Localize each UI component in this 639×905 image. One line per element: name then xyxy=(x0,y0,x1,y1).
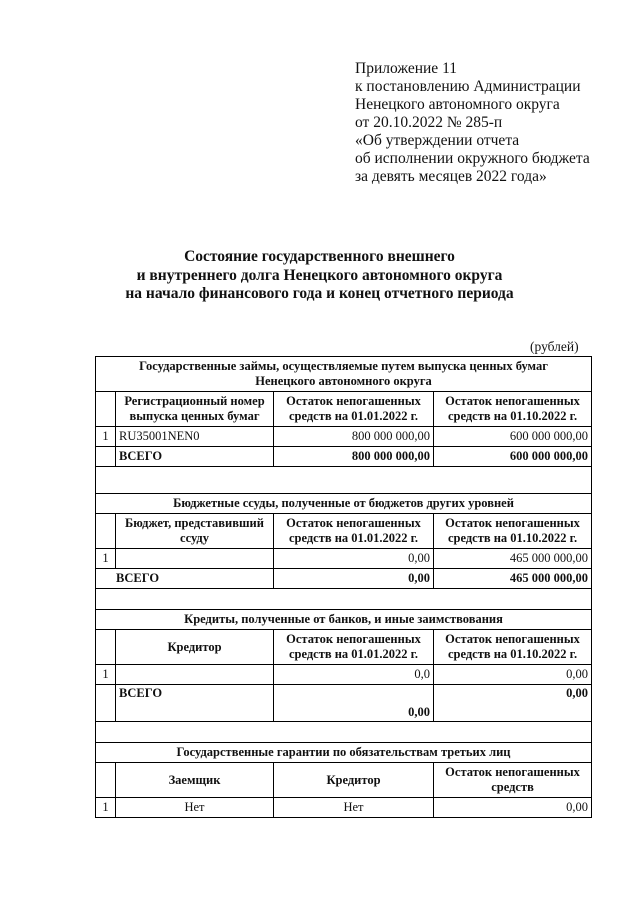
section-heading-guarantees xyxy=(96,743,592,763)
appendix-line: об исполнении окружного бюджета xyxy=(355,150,590,167)
total-end: 465 000 000,00 xyxy=(434,569,592,589)
total-row xyxy=(96,569,592,589)
securities-heading-line2: Ненецкого автономного округа xyxy=(255,374,432,388)
col-header-balance-end: Остаток непогашенных средств на 01.10.2022 г. xyxy=(434,514,592,549)
units-label: (рублей) xyxy=(530,339,579,354)
total-row xyxy=(96,685,592,722)
creditor-cell xyxy=(116,665,274,685)
creditor-cell: Нет xyxy=(274,798,434,818)
col-header-balance-start: Остаток непогашенных средств на 01.01.2022 г. xyxy=(274,392,434,427)
appendix-line: за девять месяцев 2022 года» xyxy=(355,168,547,185)
securities-heading-line1: Государственные займы, осуществляемые путем выпуска ценных бумаг xyxy=(139,359,548,373)
row-number: 1 xyxy=(96,549,116,569)
column-header-row xyxy=(96,392,592,427)
col-header-balance-end: Остаток непогашенных средств на 01.10.2022 г. xyxy=(434,630,592,665)
title-line: Состояние государственного внешнего xyxy=(184,248,455,265)
appendix-block xyxy=(355,60,625,186)
spacer-row xyxy=(96,589,592,610)
col-header-borrower: Заемщик xyxy=(116,763,274,798)
col-header-balance-end: Остаток непогашенных средств на 01.10.2022 г. xyxy=(434,392,592,427)
total-row xyxy=(96,447,592,467)
total-label: ВСЕГО xyxy=(96,569,274,589)
appendix-line: от 20.10.2022 № 285-п xyxy=(355,114,503,131)
balance-end-cell: 600 000 000,00 xyxy=(434,427,592,447)
total-start: 0,00 xyxy=(274,569,434,589)
budget-loans-heading: Бюджетные ссуды, полученные от бюджетов других уровней xyxy=(96,494,592,514)
title-line: и внутреннего долга Ненецкого автономного округа xyxy=(136,266,503,284)
appendix-line: «Об утверждении отчета xyxy=(355,132,520,149)
table-row xyxy=(96,798,592,818)
total-end: 0,00 xyxy=(434,685,592,722)
spacer-row xyxy=(96,467,592,494)
total-label: ВСЕГО xyxy=(116,447,274,467)
col-header-balance-start: Остаток непогашенных средств на 01.01.2022 г. xyxy=(274,630,434,665)
balance-end-cell: 465 000 000,00 xyxy=(434,549,592,569)
debt-table xyxy=(95,356,592,818)
appendix-line: Приложение 11 xyxy=(355,60,457,77)
appendix-line: Ненецкого автономного округа xyxy=(355,96,560,113)
column-header-row xyxy=(96,630,592,665)
row-number: 1 xyxy=(96,427,116,447)
spacer-row xyxy=(96,722,592,743)
total-label: ВСЕГО xyxy=(116,685,274,722)
col-header-balance: Остаток непогашенных средств xyxy=(434,763,592,798)
table-row xyxy=(96,665,592,685)
title-line: на начало финансового года и конец отчетного периода xyxy=(125,285,514,302)
balance-start-cell: 0,0 xyxy=(274,665,434,685)
borrower-cell: Нет xyxy=(116,798,274,818)
total-start: 0,00 xyxy=(274,685,434,722)
column-header-row xyxy=(96,763,592,798)
section-heading-budget-loans xyxy=(96,494,592,514)
col-header-creditor: Кредитор xyxy=(274,763,434,798)
reg-number-cell: RU35001NEN0 xyxy=(116,427,274,447)
total-end: 600 000 000,00 xyxy=(434,447,592,467)
table-row xyxy=(96,549,592,569)
col-header-balance-start: Остаток непогашенных средств на 01.01.2022 г. xyxy=(274,514,434,549)
col-header-reg-number: Регистрационный номер выпуска ценных бумаг xyxy=(116,392,274,427)
table-row xyxy=(96,427,592,447)
guarantees-heading: Государственные гарантии по обязательствам третьих лиц xyxy=(96,743,592,763)
section-heading-securities xyxy=(96,357,592,392)
col-header-budget: Бюджет, представивший ссуду xyxy=(116,514,274,549)
credits-heading: Кредиты, полученные от банков, и иные заимствования xyxy=(96,610,592,630)
row-number: 1 xyxy=(96,665,116,685)
col-header-creditor: Кредитор xyxy=(116,630,274,665)
column-header-row xyxy=(96,514,592,549)
balance-cell: 0,00 xyxy=(434,798,592,818)
total-start: 800 000 000,00 xyxy=(274,447,434,467)
balance-end-cell: 0,00 xyxy=(434,665,592,685)
balance-start-cell: 800 000 000,00 xyxy=(274,427,434,447)
document-title xyxy=(0,248,639,304)
section-heading-credits xyxy=(96,610,592,630)
appendix-line: к постановлению Администрации xyxy=(355,78,581,95)
row-number: 1 xyxy=(96,798,116,818)
budget-cell xyxy=(116,549,274,569)
balance-start-cell: 0,00 xyxy=(274,549,434,569)
